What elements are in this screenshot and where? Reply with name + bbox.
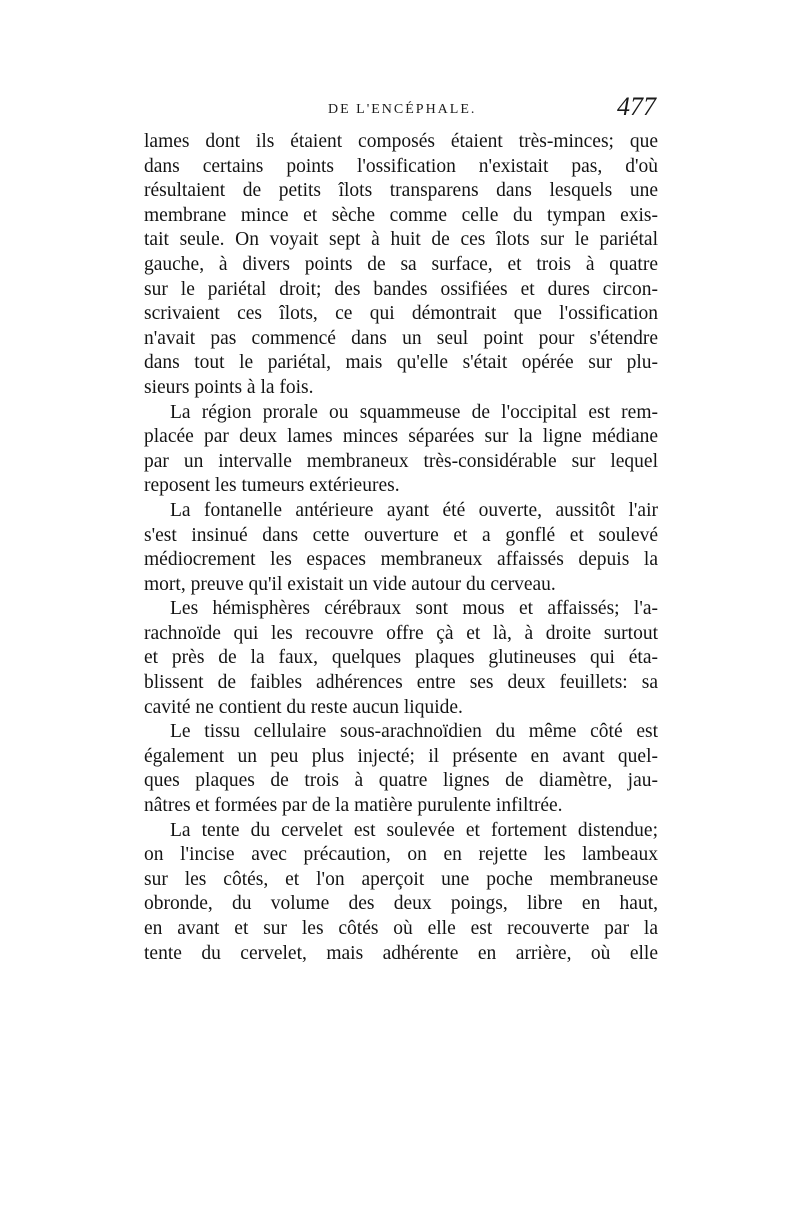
text-line: gauche, à divers points de sa surface, et trois à quatre — [144, 253, 658, 275]
text-line: Les hémisphères cérébraux sont mous et affaissés; l'a- — [170, 598, 658, 620]
text-line: nâtres et formées par de la matière purulente infiltrée. — [144, 795, 563, 817]
text-line: Le tissu cellulaire sous-arachnoïdien du même côté est — [170, 721, 658, 743]
text-line: scrivaient ces îlots, ce qui démontrait que l'ossification — [144, 303, 658, 325]
text-line: tente du cervelet, mais adhérente en arrière, où elle — [144, 942, 658, 964]
text-line: résultaient de petits îlots transparens dans lesquels une — [144, 180, 658, 202]
paragraph — [144, 401, 658, 499]
text-line: n'avait pas commencé dans un seul point pour s'étendre — [144, 327, 658, 349]
paragraph — [144, 499, 658, 597]
body-text — [144, 130, 658, 966]
text-line: reposent les tumeurs extérieures. — [144, 475, 400, 497]
text-line: également un peu plus injecté; il présente en avant quel- — [144, 745, 658, 767]
page-number: 477 — [617, 92, 656, 121]
text-line: La région prorale ou squammeuse de l'occipital est rem- — [170, 401, 658, 423]
text-line: sur les côtés, et l'on aperçoit une poche membraneuse — [144, 868, 658, 890]
text-line: dans certains points l'ossification n'existait pas, d'où — [144, 155, 658, 177]
paragraph — [144, 597, 658, 720]
paragraph — [144, 720, 658, 818]
text-line: tait seule. On voyait sept à huit de ces îlots sur le pariétal — [144, 229, 658, 251]
paragraph — [144, 130, 658, 401]
text-line: sieurs points à la fois. — [144, 376, 314, 398]
running-title: DE L'ENCÉPHALE. — [328, 102, 477, 117]
text-line: on l'incise avec précaution, on en rejette les lambeaux — [144, 844, 658, 866]
text-line: La fontanelle antérieure ayant été ouverte, aussitôt l'air — [170, 499, 658, 521]
text-line: cavité ne contient du reste aucun liquide. — [144, 696, 463, 718]
text-line: et près de la faux, quelques plaques glutineuses qui éta- — [144, 647, 658, 669]
text-line: placée par deux lames minces séparées sur la ligne médiane — [144, 426, 658, 448]
text-line: médiocrement les espaces membraneux affaissés depuis la — [144, 549, 658, 571]
text-line: sur le pariétal droit; des bandes ossifiées et dures circon- — [144, 278, 658, 300]
paragraph — [144, 819, 658, 967]
text-line: par un intervalle membraneux très-considérable sur lequel — [144, 450, 658, 472]
text-line: rachnoïde qui les recouvre offre çà et là, à droite surtout — [144, 622, 658, 644]
text-line: blissent de faibles adhérences entre ses deux feuillets: sa — [144, 672, 658, 694]
text-line: dans tout le pariétal, mais qu'elle s'était opérée sur plu- — [144, 352, 658, 374]
text-line: mort, preuve qu'il existait un vide autour du cerveau. — [144, 573, 556, 595]
text-line: lames dont ils étaient composés étaient très-minces; que — [144, 131, 658, 152]
page-header — [144, 90, 658, 130]
text-line: La tente du cervelet est soulevée et fortement distendue; — [170, 819, 658, 841]
text-line: ques plaques de trois à quatre lignes de diamètre, jau- — [144, 770, 658, 792]
text-line: membrane mince et sèche comme celle du tympan exis- — [144, 204, 658, 226]
text-line: en avant et sur les côtés où elle est recouverte par la — [144, 918, 658, 939]
text-line: obronde, du volume des deux poings, libre en haut, — [144, 893, 658, 915]
text-line: s'est insinué dans cette ouverture et a gonflé et soulevé — [144, 524, 658, 546]
